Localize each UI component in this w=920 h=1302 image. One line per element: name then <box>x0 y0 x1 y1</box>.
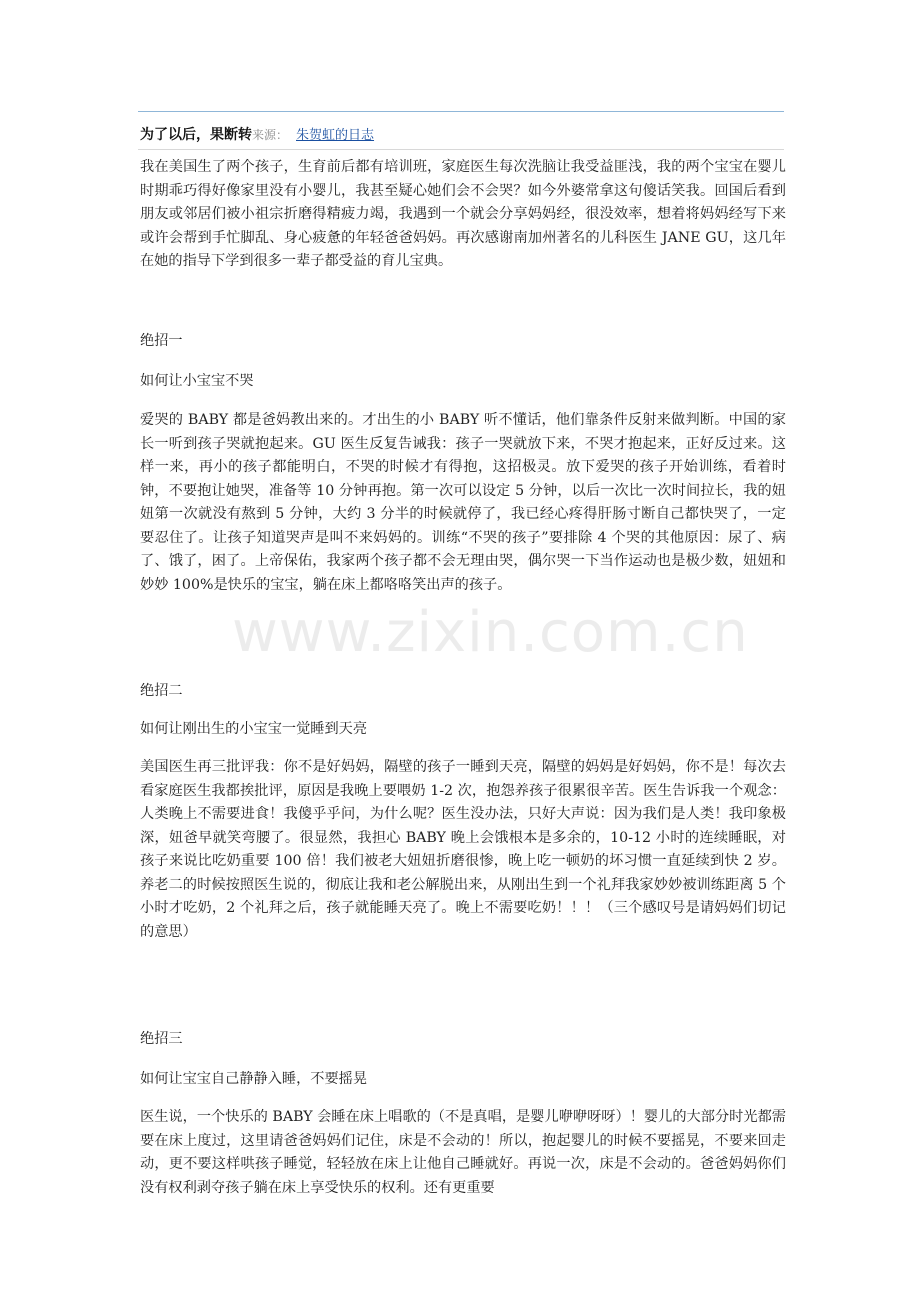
section-3-body: 医生说，一个快乐的 BABY 会睡在床上唱歌的（不是真唱，是婴儿咿咿呀呀）！婴儿的大部分时光都需要在床上度过，这里请爸爸妈妈们记住，床是不会动的！所以，抱起婴儿的时候不要摇晃，不要来回走动，更不要这样哄孩子睡觉，轻轻放在床上让他自己睡就好。再说一次，床是不会动的。爸爸妈妈你们没有权利剥夺孩子躺在床上享受快乐的权利。还有更重要 <box>140 1109 786 1196</box>
section-1-body: 爱哭的 BABY 都是爸妈教出来的。才出生的小 BABY 听不懂话，他们靠条件反射来做判断。中国的家长一听到孩子哭就抱起来。GU 医生反复告诫我：孩子一哭就放下来，不哭才抱起来，正好反过来。这样一来，再小的孩子都能明白，不哭的时候才有得抱，这招极灵。放下爱哭的孩子开始训练，看着时钟，不要抱让她哭，准备等 10 分钟再抱。第一次可以设定 5 分钟，以后一次比一次时间拉长，我的妞妞第一次就没有熬到 5 分钟，大约 3 分半的时候就停了，我已经心疼得肝肠寸断自己都快哭了，一定要忍住了。让孩子知道哭声是叫不来妈妈的。训练“不哭的孩子”要排除 4 个哭的其他原因：尿了、病了、饿了，困了。上帝保佑，我家两个孩子都不会无理由哭，偶尔哭一下当作运动也是极少数，妞妞和妙妙 100%是快乐的宝宝，躺在床上都咯咯笑出声的孩子。 <box>140 412 786 593</box>
title-divider <box>138 149 784 150</box>
post-header <box>140 124 374 146</box>
post-title: 为了以后，果断转 <box>140 127 252 143</box>
section-2-subtitle: 如何让刚出生的小宝宝一觉睡到天亮 <box>140 721 368 737</box>
source-label: 来源： <box>252 128 289 142</box>
source-link[interactable]: 朱贺虹的日志 <box>296 128 375 143</box>
top-divider <box>138 111 784 112</box>
section-2-body: 美国医生再三批评我：你不是好妈妈，隔壁的孩子一睡到天亮，隔壁的妈妈是好妈妈，你不是！每次去看家庭医生我都挨批评，原因是我晚上要喂奶 1-2 次，抱怨养孩子很累很辛苦。医生告诉我一个观念：人类晚上不需要进食！我傻乎乎问，为什么呢？医生没办法，只好大声说：因为我们是人类！我印象极深，妞爸早就笑弯腰了。很显然，我担心 BABY 晚上会饿根本是多余的，10-12 小时的连续睡眠，对孩子来说比吃奶重要 100 倍！我们被老大妞妞折磨很惨，晚上吃一顿奶的坏习惯一直延续到快 2 岁。养老二的时候按照医生说的，彻底让我和老公解脱出来，从刚出生到一个礼拜我家妙妙被训练距离 5 个小时才吃奶，2 个礼拜之后，孩子就能睡天亮了。晚上不需要吃奶！！！（三个感叹号是请妈妈们切记的意思） <box>140 759 786 940</box>
watermark-text: www.zixin.com.cn <box>232 600 749 665</box>
section-1-label: 绝招一 <box>140 333 183 349</box>
intro-paragraph: 我在美国生了两个孩子，生育前后都有培训班，家庭医生每次洗脑让我受益匪浅，我的两个宝宝在婴儿时期乖巧得好像家里没有小婴儿，我甚至疑心她们会不会哭？如今外婆常拿这句傻话笑我。回国后看到朋友或邻居们被小祖宗折磨得精疲力竭，我遇到一个就会分享妈妈经，很没效率，想着将妈妈经写下来或许会帮到手忙脚乱、身心疲惫的年轻爸爸妈妈。再次感谢南加州著名的儿科医生 JANE GU，这几年在她的指导下学到很多一辈子都受益的育儿宝典。 <box>140 159 786 269</box>
section-3-subtitle: 如何让宝宝自己静静入睡，不要摇晃 <box>140 1071 368 1087</box>
section-2-label: 绝招二 <box>140 683 183 699</box>
section-1-subtitle: 如何让小宝宝不哭 <box>140 373 254 389</box>
section-3-label: 绝招三 <box>140 1031 183 1047</box>
